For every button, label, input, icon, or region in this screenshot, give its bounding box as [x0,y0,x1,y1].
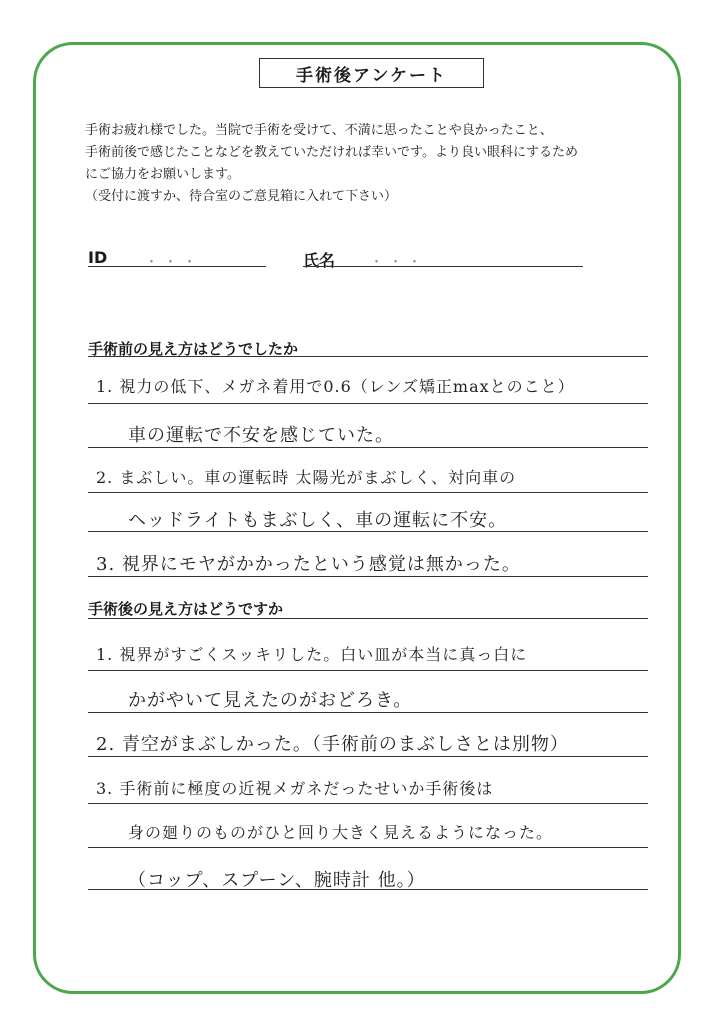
intro-note: （受付に渡すか、待合室のご意見箱に入れて下さい） [85,189,398,204]
name-field-line [303,266,583,267]
rule-line [88,670,648,671]
id-field-line [88,266,266,267]
handwritten-line: 車の運転で不安を感じていた。 [128,425,394,446]
intro-line: にご協力をお願いします。 [85,167,240,182]
handwritten-line: 3. 手術前に極度の近視メガネだったせいか手術後は [96,779,494,798]
rule-line [88,889,648,890]
intro-line: 手術お疲れ様でした。当院で手術を受けて、不満に思ったことや良かったこと、 [85,123,553,138]
name-label: 氏名 [303,251,336,270]
rule-line [88,618,648,619]
handwritten-line: 1. 視界がすごくスッキリした。白い皿が本当に真っ白に [96,645,528,664]
handwritten-line: ヘッドライトもまぶしく、車の運転に不安。 [128,510,508,531]
form-title: 手術後アンケート [259,58,484,88]
handwritten-line: 1. 視力の低下、メガネ着用で0.6（レンズ矯正maxとのこと） [96,377,575,396]
handwritten-line: （コップ、スプーン、腕時計 他。） [128,870,426,891]
section-before-title: 手術前の見え方はどうでしたか [88,340,299,358]
name-value: ・・・ [370,255,428,270]
rule-line [88,356,648,357]
rule-line [88,531,648,532]
rule-line [88,847,648,848]
intro-text [85,120,578,208]
handwritten-line: 2. 青空がまぶしかった。（手術前のまぶしさとは別物） [96,734,569,755]
handwritten-line: 3. 視界にモヤがかかったという感覚は無かった。 [96,554,521,575]
rule-line [88,756,648,757]
id-value: ・・・ [145,255,203,270]
handwritten-line: 身の廻りのものがひと回り大きく見えるようになった。 [128,823,554,842]
handwritten-line: 2. まぶしい。車の運転時 太陽光がまぶしく、対向車の [96,468,517,487]
handwritten-line: かがやいて見えたのがおどろき。 [128,690,413,711]
rule-line [88,576,648,577]
rule-line [88,492,648,493]
id-label: ID [88,248,108,267]
section-after-title: 手術後の見え方はどうですか [88,600,284,618]
intro-line: 手術前後で感じたことなどを教えていただければ幸いです。より良い眼科にするため [85,145,578,160]
rule-line [88,447,648,448]
rule-line [88,803,648,804]
rule-line [88,712,648,713]
rule-line [88,403,648,404]
